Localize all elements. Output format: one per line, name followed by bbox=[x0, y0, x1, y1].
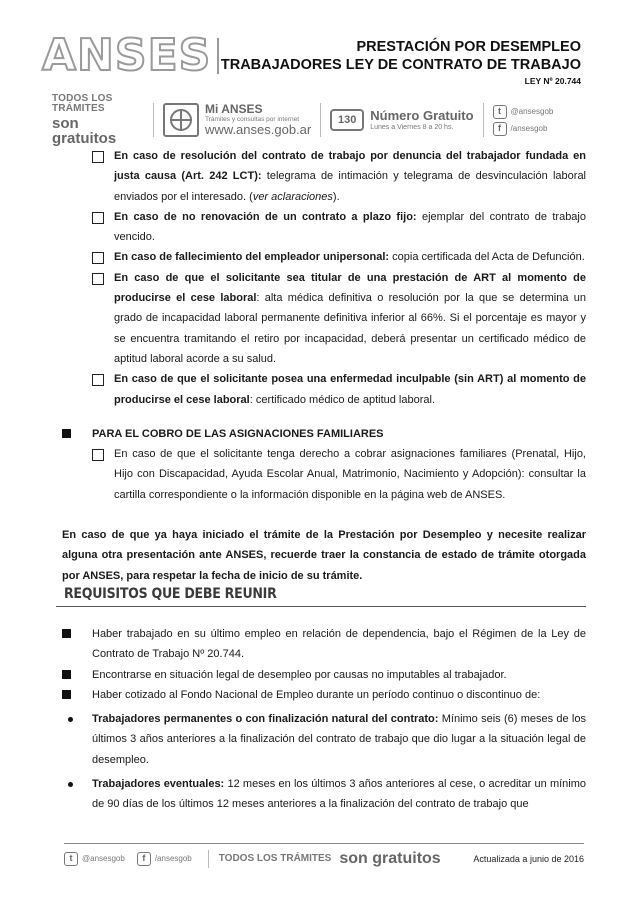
section-heading bbox=[56, 583, 586, 607]
item-text: ejemplar del contrato de trabajo vencido. bbox=[114, 210, 586, 244]
sub-requirement bbox=[62, 709, 586, 770]
item-end: ). bbox=[332, 190, 340, 203]
facebook-row bbox=[493, 122, 554, 136]
tramites-top: TODOS LOS TRÁMITES bbox=[52, 93, 113, 114]
footer-gratuitos: son gratuitos bbox=[339, 849, 441, 867]
item-text: copia certificada del Acta de Defunción. bbox=[389, 251, 585, 264]
requirements-list bbox=[62, 624, 586, 815]
list-item bbox=[62, 369, 586, 410]
familiares-heading: PARA EL COBRO DE LAS ASIGNACIONES FAMILIARES bbox=[62, 424, 586, 444]
item-text: telegrama de intimación y telegrama de desvinculación laboral enviados por el interesado. ( bbox=[114, 170, 586, 203]
facebook-handle: /ansesgob bbox=[510, 124, 548, 133]
document-title bbox=[221, 38, 581, 88]
section-title: REQUISITOS QUE DEBE REUNIR bbox=[64, 586, 277, 602]
list-item bbox=[62, 207, 586, 248]
facebook-icon: f bbox=[137, 852, 151, 866]
important-note: En caso de que ya haya iniciado el trámite de la Prestación por Desempleo y necesite realizar alguna otra presentación ante ANSES, recuerde traer la constancia de estado de trámite otorgada por ANSES, para respetar la fecha de inicio de su trámite. bbox=[62, 529, 586, 582]
tramites-bottom: son gratuitos bbox=[52, 115, 117, 147]
updated-date: Actualizada a junio de 2016 bbox=[473, 853, 584, 864]
list-item bbox=[62, 146, 586, 207]
twitter-icon: t bbox=[493, 105, 507, 119]
item-italic: ver aclaraciones bbox=[252, 190, 333, 203]
item-text: : alta médica definitiva o resolución por la que se determina un grado de incapacidad laboral permanente definitiva inferior al 66%. Si el porcentaje es mayor y se encuentra tramitando el retiro por incapacidad, deberá presentar un certificado médico de aptitud laboral acorde a su salud. bbox=[114, 292, 586, 365]
twitter-row bbox=[493, 105, 554, 119]
item-bold: En caso de que el solicitante sea titular de una prestación de ART al momento de producirse el cese laboral bbox=[114, 271, 586, 305]
divider bbox=[153, 103, 154, 137]
page-footer bbox=[64, 843, 584, 873]
law-number: LEY Nº 20.744 bbox=[524, 76, 581, 86]
footer-tramites: TODOS LOS TRÁMITES bbox=[218, 853, 332, 864]
info-banner bbox=[52, 93, 588, 147]
mi-anses bbox=[205, 103, 311, 138]
tramites-gratuitos bbox=[52, 94, 144, 146]
logo-divider bbox=[217, 38, 219, 74]
facebook-icon: f bbox=[493, 122, 507, 136]
footer-facebook bbox=[137, 852, 192, 866]
title-line-2: TRABAJADORES LEY DE CONTRATO DE TRABAJO bbox=[220, 57, 581, 73]
social-links bbox=[493, 105, 554, 136]
footer-twitter-handle: @ansesgob bbox=[82, 854, 125, 863]
sub-text: 12 meses en los últimos 3 años anteriores al cese, o acreditar un mínimo de 90 días de los últimos 12 meses anteriores a la finalización del contrato de trabajo que bbox=[92, 778, 587, 811]
list-item bbox=[62, 268, 586, 369]
phone-number-box: 130 bbox=[330, 109, 364, 131]
numero-gratuito bbox=[370, 108, 473, 132]
sub-requirement bbox=[62, 774, 586, 815]
twitter-icon: t bbox=[64, 852, 78, 866]
title-line-1: PRESTACIÓN POR DESEMPLEO bbox=[356, 39, 581, 55]
anses-logo bbox=[42, 30, 219, 81]
divider bbox=[320, 103, 321, 137]
sub-text: Mínimo seis (6) meses de los últimos 3 años anteriores a la finalización del contrato de trabajo que dio lugar a la situación legal de desempleo. bbox=[92, 713, 586, 766]
footer-twitter bbox=[64, 852, 125, 866]
numero-hours: Lunes a Viernes 8 a 20 hs. bbox=[370, 123, 454, 131]
item-bold: En caso de fallecimiento del empleador unipersonal: bbox=[114, 251, 390, 264]
mi-anses-title: Mi ANSES bbox=[205, 101, 263, 116]
requirement-item: Haber trabajado en su último empleo en relación de dependencia, bajo el Régimen de la Ley de Contrato de Trabajo Nº 20.744. bbox=[62, 624, 586, 665]
requirement-item: Encontrarse en situación legal de desempleo por causas no imputables al trabajador. bbox=[62, 665, 586, 685]
sub-bold: Trabajadores permanentes o con finalización natural del contrato: bbox=[92, 713, 439, 726]
item-bold: En caso de que el solicitante posea una enfermedad inculpable (sin ART) al momento de producirse el cese laboral bbox=[114, 373, 586, 406]
item-text: : certificado médico de aptitud laboral. bbox=[249, 393, 436, 406]
sub-bold: Trabajadores eventuales: bbox=[92, 778, 225, 791]
mi-anses-subtitle: Trámites y consultas por internet bbox=[205, 115, 300, 123]
list-item bbox=[62, 247, 586, 267]
divider bbox=[208, 850, 209, 868]
document-body bbox=[62, 146, 586, 586]
divider bbox=[483, 103, 484, 137]
list-item: En caso de que el solicitante tenga derecho a cobrar asignaciones familiares (Prenatal, Hijo, Hijo con Discapacidad, Ayuda Escolar Anual, Matrimonio, Nacimiento y Adopción): consultar la cartilla correspondiente o la información disponible en la página web de ANSES. bbox=[62, 444, 586, 505]
item-bold: En caso de resolución del contrato de trabajo por denuncia del trabajador fundada en justa causa (Art. 242 LCT): bbox=[114, 150, 586, 183]
numero-title: Número Gratuito bbox=[370, 108, 474, 123]
logo-text: ANSES bbox=[42, 30, 212, 81]
globe-icon bbox=[163, 103, 199, 137]
mi-anses-url: www.anses.gob.ar bbox=[205, 122, 312, 138]
twitter-handle: @ansesgob bbox=[510, 107, 554, 116]
footer-facebook-handle: /ansesgob bbox=[154, 854, 192, 863]
item-bold: En caso de no renovación de un contrato a plazo fijo: bbox=[114, 210, 417, 223]
requirement-item: Haber cotizado al Fondo Nacional de Empleo durante un período continuo o discontinuo de: bbox=[62, 685, 586, 705]
